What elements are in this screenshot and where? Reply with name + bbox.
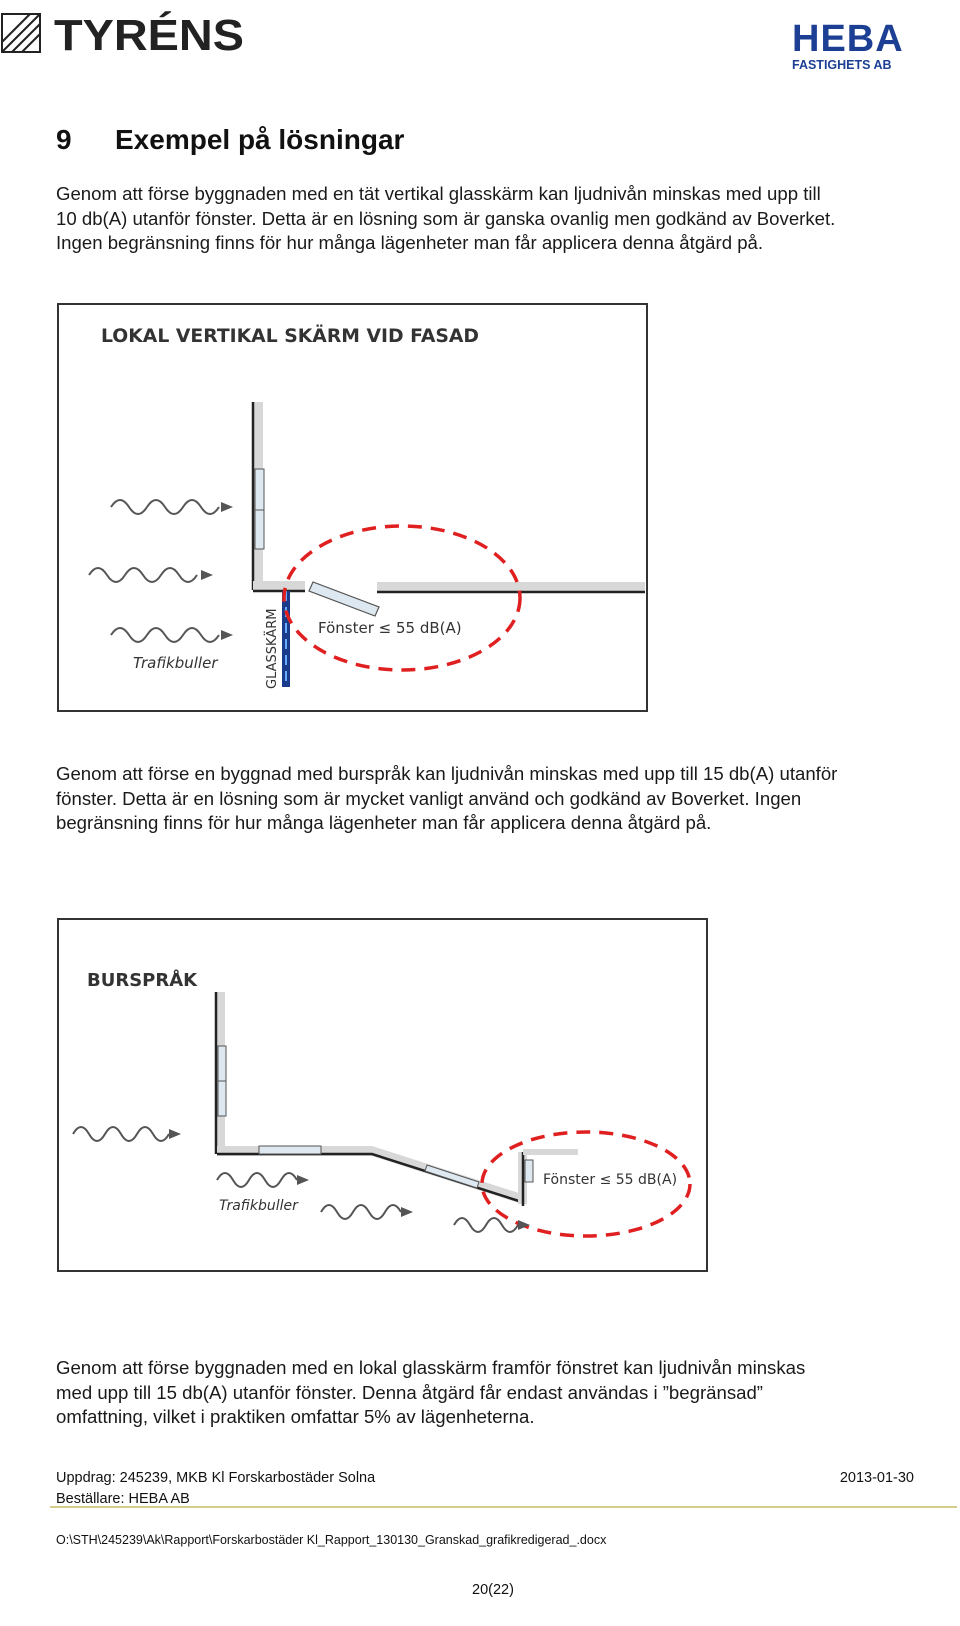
footer-date: 2013-01-30	[839, 1470, 914, 1486]
window-pane	[255, 469, 264, 549]
paragraph-line: begränsning finns för hur många lägenheter man får applicera denna åtgärd på.	[56, 812, 712, 833]
paragraph-3	[56, 1356, 936, 1430]
tyrens-logo	[0, 6, 250, 56]
noise-label: Trafikbuller	[219, 1198, 298, 1214]
window-pane	[259, 1146, 321, 1154]
section-number: 9	[56, 124, 72, 155]
paragraph-line: 10 db(A) utanför fönster. Detta är en lösning som är ganska ovanlig men godkänd av Boverket.	[56, 207, 836, 229]
tyrens-wordmark: TYRÉNS	[54, 11, 233, 56]
figure-vertical-screen	[57, 303, 648, 712]
heba-subtitle: FASTIGHETS AB	[792, 58, 892, 72]
arrow-right-icon	[201, 502, 233, 640]
window-zone-ellipse	[284, 526, 520, 670]
glass-screen-label: GLASSKÄRM	[265, 608, 280, 689]
footer-file-path: O:\STH\245239\Ak\Rapport\Forskarbostäder Kl_Rapport_130130_Granskad_grafikredigerad_.docx	[56, 1533, 607, 1547]
figure1-title: LOKAL VERTIKAL SKÄRM VID FASAD	[101, 325, 484, 347]
footer-client: Beställare: HEBA AB	[56, 1491, 190, 1507]
noise-label: Trafikbuller	[133, 654, 218, 672]
figure-bay-window	[57, 918, 708, 1272]
window-pane	[525, 1160, 533, 1182]
heba-wordmark: HEBA	[792, 18, 904, 60]
page-number: 20(22)	[472, 1582, 514, 1598]
footer-assignment: Uppdrag: 245239, MKB Kl Forskarbostäder Solna	[56, 1470, 376, 1486]
paragraph-line: Genom att förse en byggnad med burspråk kan ljudnivån minskas med upp till 15 db(A) utanför	[56, 763, 838, 784]
paragraph-line: Genom att förse byggnaden med en lokal glasskärm framför fönstret kan ljudnivån minskas	[56, 1357, 806, 1378]
open-window	[309, 582, 379, 616]
window-label: Fönster ≤ 55 dB(A)	[318, 619, 462, 637]
paragraph-2	[56, 762, 936, 836]
paragraph-line: Genom att förse byggnaden med en tät vertikal glasskärm kan ljudnivån minskas med upp till	[56, 183, 821, 204]
paragraph-line: omfattning, vilket i praktiken omfattar 5% av lägenheterna.	[56, 1406, 535, 1427]
window-pane	[425, 1165, 479, 1188]
paragraph-1	[56, 182, 936, 256]
figure2-title: BURSPRÅK	[87, 970, 198, 991]
paragraph-line: med upp till 15 db(A) utanför fönster. Denna åtgärd får endast användas i ”begränsad”	[56, 1381, 763, 1403]
paragraph-line: fönster. Detta är en lösning som är mycket vanligt använd och godkänd av Boverket. Ingen	[56, 787, 802, 809]
heba-logo	[792, 20, 912, 72]
section-title: Exempel på lösningar	[115, 124, 405, 155]
window-label: Fönster ≤ 55 dB(A)	[543, 1172, 678, 1188]
noise-wave-icon	[89, 500, 219, 642]
tyrens-emblem-icon	[2, 14, 40, 52]
paragraph-line: Ingen begränsning finns för hur många lägenheter man får applicera denna åtgärd på.	[56, 232, 764, 253]
